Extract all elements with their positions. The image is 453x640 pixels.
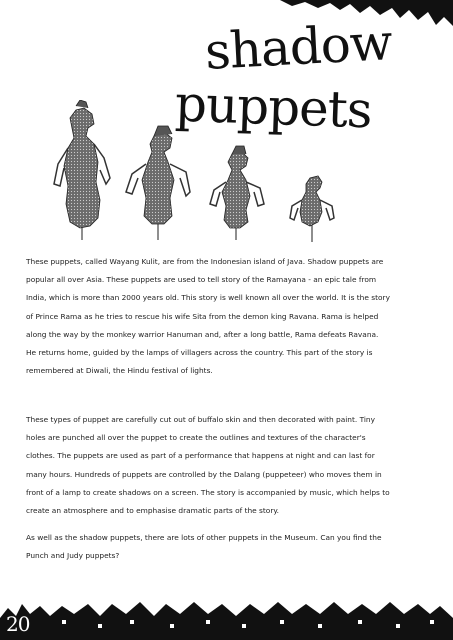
paragraph-line: clothes. The puppets are used as part of a performance that happens at night and can last for xyxy=(26,451,375,461)
paragraph-1 xyxy=(26,253,426,380)
puppet-figure-1 xyxy=(54,100,110,240)
paragraph-2 xyxy=(26,411,426,520)
paragraph-line: holes are punched all over the puppet to create the outlines and textures of the character's xyxy=(26,433,366,443)
paragraph-line: India, which is more than 2000 years old. This story is well known all over the world. It is the story xyxy=(26,293,390,303)
title-puppets: puppets xyxy=(174,74,373,140)
puppet-figure-2 xyxy=(126,126,190,240)
paragraph-line: As well as the shadow puppets, there are lots of other puppets in the Museum. Can you find the xyxy=(26,533,382,542)
paragraph-3 xyxy=(26,529,426,565)
bottom-decorative-border xyxy=(0,574,453,640)
paragraph-line: popular all over Asia. These puppets are used to tell story of the Ramayana - an epic tale from xyxy=(26,275,377,285)
paragraph-line: Punch and Judy puppets? xyxy=(26,551,120,561)
paragraph-line: These types of puppet are carefully cut out of buffalo skin and then decorated with paint. Tiny xyxy=(26,415,375,424)
puppet-figure-4 xyxy=(290,176,334,242)
paragraph-line: front of a lamp to create shadows on a screen. The story is accompanied by music, which helps to xyxy=(26,487,390,497)
paragraph-line: remembered at Diwali, the Hindu festival of lights. xyxy=(26,366,213,376)
title-shadow: shadow xyxy=(203,13,393,81)
paragraph-line: along the way by the monkey warrior Hanuman and, after a long battle, Rama defeats Ravana. xyxy=(26,329,379,339)
paragraph-line: create an atmosphere and to emphasise dramatic parts of the story. xyxy=(26,506,280,516)
puppet-figure-3 xyxy=(210,146,264,240)
page-number: 20 xyxy=(6,612,30,636)
paragraph-line: He returns home, guided by the lamps of villagers across the country. This part of the story is xyxy=(26,348,373,358)
shadow-puppets-illustration xyxy=(40,100,370,250)
paragraph-line: of Prince Rama as he tries to rescue his wife Sita from the demon king Ravana. Rama is helped xyxy=(26,311,379,321)
paragraph-line: many hours. Hundreds of puppets are controlled by the Dalang (puppeteer) who moves them in xyxy=(26,469,382,479)
paragraph-line: These puppets, called Wayang Kulit, are from the Indonesian island of Java. Shadow puppets are xyxy=(26,257,384,266)
